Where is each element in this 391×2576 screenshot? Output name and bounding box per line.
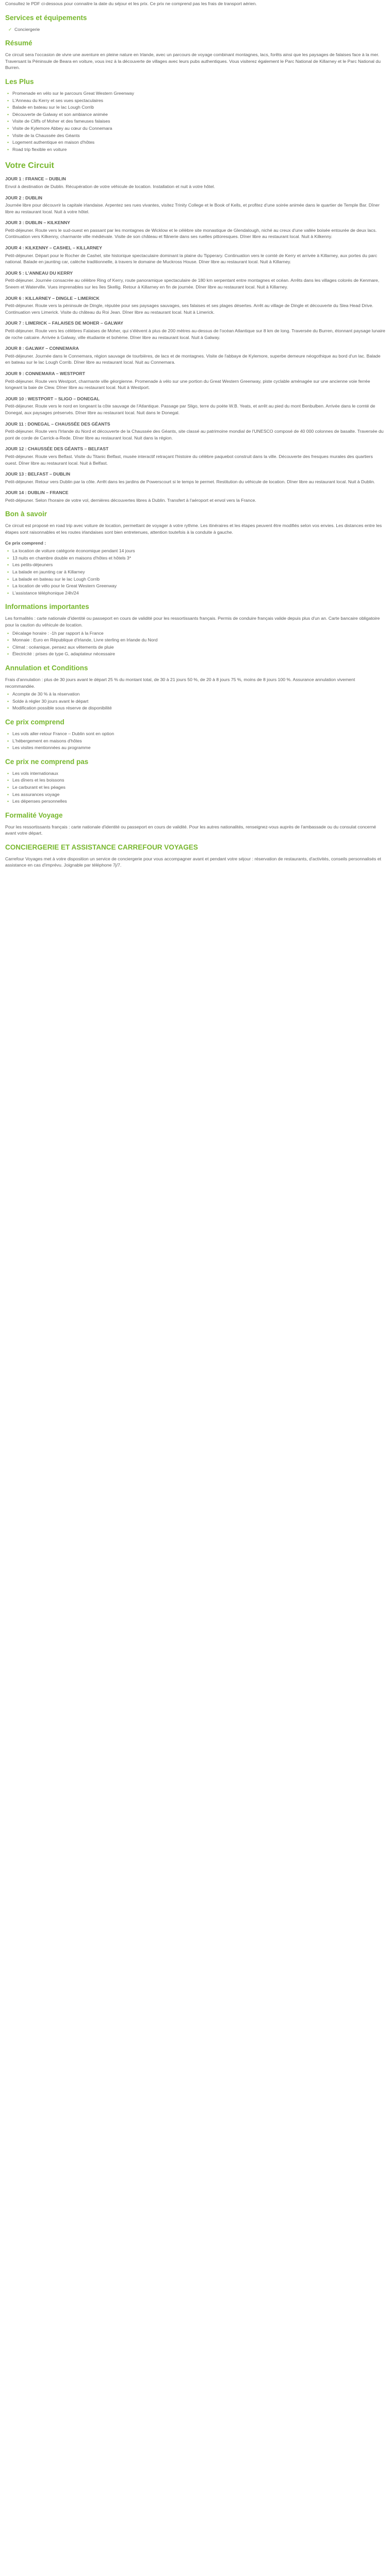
day-block <box>5 446 386 466</box>
bullet-icon: • <box>7 583 9 589</box>
plus-item: • Promenade en vélo sur le parcours Great Western Greenway <box>7 90 134 96</box>
bullet-icon: • <box>7 105 9 110</box>
bullet-icon: • <box>7 644 9 650</box>
day-title: JOUR 10 : WESTPORT – SLIGO – DONEGAL <box>5 396 100 401</box>
prix-text: Ce circuit est proposé en road trip avec voiture de location, permettant de voyager à votre rythme. Les itinéraires et les étapes peuvent être modifiés selon vos envies. Les distances entre les étapes sont raisonnables et les routes irlandaises sont bien entretenues, attention toutefois à la conduite à gauche. <box>5 523 382 535</box>
page <box>0 0 391 878</box>
day-block <box>5 270 386 291</box>
conditions-item: • Modification possible sous réserve de disponibilité <box>7 705 112 711</box>
prix-includes-label: Ce prix comprend : <box>5 540 46 546</box>
ne-comprend-item: • Le carburant et les péages <box>7 784 66 790</box>
day-block <box>5 345 386 366</box>
conditions-list <box>5 691 386 711</box>
day-text: Petit-déjeuner. Route vers Belfast. Visite du Titanic Belfast, musée interactif retraçant l'histoire du célèbre paquebot construit dans la ville. Découverte des fresques murales des quartiers ouest. Dîner libre au restaurant local. Nuit à Belfast. <box>5 453 373 466</box>
conciergerie-title: CONCIERGERIE ET ASSISTANCE CARREFOUR VOYAGES <box>5 843 198 851</box>
comprend-item: • Les visites mentionnées au programme <box>7 745 91 751</box>
day-title: JOUR 7 : LIMERICK – FALAISES DE MOHER – GALWAY <box>5 320 123 326</box>
plus-item: • L'Anneau du Kerry et ses vues spectaculaires <box>7 97 103 103</box>
bullet-icon: • <box>7 651 9 657</box>
day-text: Journée libre pour découvrir la capitale irlandaise. Arpentez ses rues vivantes, visitez Trinity College et le Book of Kells, et profitez d'une soirée animée dans le quartier de Temple Bar. Dîner libre au restaurant local. Nuit à votre hôtel. <box>5 202 380 214</box>
infos-title: Informations importantes <box>5 603 89 611</box>
bullet-icon: • <box>7 784 9 790</box>
day-block <box>5 370 386 391</box>
bullet-icon: • <box>7 132 9 138</box>
day-title: JOUR 12 : CHAUSSÉE DES GÉANTS – BELFAST <box>5 446 109 452</box>
day-block <box>5 396 386 416</box>
service-item: ✓ Conciergerie <box>8 26 40 32</box>
comprend-list <box>5 731 386 751</box>
prix-include-item: • La balade en bateau sur le lac Lough Corrib <box>7 576 100 582</box>
bullet-icon: • <box>7 770 9 776</box>
ne-comprend-item: • Les dîners et les boissons <box>7 777 64 783</box>
day-block <box>5 295 386 316</box>
infos-item: • Décalage horaire : -1h par rapport à la France <box>7 630 104 636</box>
bullet-icon: • <box>7 562 9 568</box>
bullet-icon: • <box>7 738 9 743</box>
ne-comprend-list <box>5 770 386 805</box>
prix-include-item: • La location de voiture catégorie économique pendant 14 jours <box>7 548 135 554</box>
infos-list <box>5 630 386 657</box>
itinerary-title: Votre Circuit <box>5 161 54 171</box>
day-title: JOUR 11 : DONEGAL – CHAUSSÉE DES GÉANTS <box>5 421 110 427</box>
day-block <box>5 176 386 190</box>
ne-comprend-item: • Les dépenses personnelles <box>7 799 67 804</box>
infos-item: • Climat : océanique, pensez aux vêtements de pluie <box>7 644 114 650</box>
resume-title: Résumé <box>5 39 32 47</box>
day-title: JOUR 13 : BELFAST – DUBLIN <box>5 471 70 477</box>
bullet-icon: • <box>7 731 9 736</box>
day-block <box>5 245 386 265</box>
resume-text: Ce circuit sera l'occasion de vivre une aventure en pleine nature en Irlande, avec un parcours de voyage combinant montagnes, lacs, forêts ainsi que les paysages de falaises face à la mer. Traversant la Péninsule de Beara en voiture, vous irez à la découverte de villages avec leurs pubs authentiques. Vous visiterez également le Parc National de Killarney et le Parc National du Burren. <box>5 52 381 71</box>
day-block <box>5 195 386 215</box>
day-text: Petit-déjeuner. Route vers les célèbres Falaises de Moher, qui s'élèvent à plus de 200 mètres au-dessus de l'océan Atlantique sur 8 km de long. Traversée du Burren, étonnant paysage lunaire de roche calcaire. Arrivée à Galway, ville étudiante et bohème. Dîner libre au restaurant local. Nuit à Galway. <box>5 328 385 340</box>
bullet-icon: • <box>7 590 9 596</box>
plus-item: • Visite de Cliffs of Moher et des fameuses falaises <box>7 118 110 124</box>
itinerary <box>5 176 386 503</box>
bullet-icon: • <box>7 90 9 96</box>
formalites-text: Pour les ressortissants français : carte nationale d'identité ou passeport en cours de validité. Pour les autres nationalités, renseignez-vous auprès de l'ambassade ou du consulat concerné avant votre départ. <box>5 824 377 836</box>
bullet-icon: • <box>7 630 9 636</box>
day-text: Petit-déjeuner. Départ pour le Rocher de Cashel, site historique spectaculaire dominant la plaine du Tipperary. Continuation vers le comté de Kerry et arrivée à Killarney, aux portes du parc national. Balade en jaunting car, calèche traditionnelle, à travers le domaine de Muckross House. Dîner libre au restaurant local. Nuit à Killarney. <box>5 252 378 265</box>
ne-comprend-title: Ce prix ne comprend pas <box>5 757 89 766</box>
bullet-icon: • <box>7 691 9 697</box>
ne-comprend-item: • Les assurances voyage <box>7 791 60 797</box>
formalites-title: Formalité Voyage <box>5 811 63 819</box>
day-block <box>5 471 386 485</box>
bullet-icon: • <box>7 698 9 704</box>
check-icon: ✓ <box>8 26 12 32</box>
conciergerie-text: Carrefour Voyages met à votre disposition un service de conciergerie pour vous accompagner avant et pendant votre séjour : réservation de restaurants, d'activités, conseils personnalisés et assistance en cas d'imprévu. Joignable par téléphone 7j/7. <box>5 856 381 868</box>
day-text: Petit-déjeuner. Route vers l'Irlande du Nord et découverte de la Chaussée des Géants, site classé au patrimoine mondial de l'UNESCO composé de 40 000 colonnes de basalte. Traversée du pont de corde de Carrick-a-Rede. Dîner libre au restaurant local. Nuit dans la région. <box>5 429 384 440</box>
bullet-icon: • <box>7 576 9 582</box>
services-title: Services et équipements <box>5 13 87 22</box>
infos-text: Les formalités : carte nationale d'identité ou passeport en cours de validité pour les ressortissants français. Permis de conduire français valide depuis plus d'un an. Carte bancaire obligatoire pour la caution du véhicule de location. <box>5 616 380 628</box>
bullet-icon: • <box>7 791 9 797</box>
infos-item: • Électricité : prises de type G, adaptateur nécessaire <box>7 651 115 657</box>
day-text: Petit-déjeuner. Retour vers Dublin par la côte. Arrêt dans les jardins de Powerscourt si le temps le permet. Restitution du véhicule de location. Dîner libre au restaurant local. Nuit à Dublin. <box>5 479 376 484</box>
bullet-icon: • <box>7 705 9 711</box>
day-text: Petit-déjeuner. Selon l'horaire de votre vol, dernières découvertes libres à Dublin. Transfert à l'aéroport et envol vers la France. <box>5 497 256 503</box>
comprend-item: • L'hébergement en maisons d'hôtes <box>7 738 82 743</box>
prix-includes-list <box>5 548 386 596</box>
bullet-icon: • <box>7 799 9 804</box>
bullet-icon: • <box>7 140 9 145</box>
bullet-icon: • <box>7 146 9 152</box>
prix-include-item: • Les petits-déjeuners <box>7 562 53 568</box>
conditions-title: Annulation et Conditions <box>5 664 88 672</box>
conditions-item: • Solde à régler 30 jours avant le départ <box>7 698 89 704</box>
day-text: Petit-déjeuner. Journée dans le Connemara, région sauvage de tourbières, de lacs et de montagnes. Visite de l'abbaye de Kylemore, superbe demeure néogothique au bord d'un lac. Balade en bateau sur le lac Lough Corrib. Dîner libre au restaurant local. Nuit au Connemara. <box>5 353 381 365</box>
day-title: JOUR 14 : DUBLIN – FRANCE <box>5 490 69 496</box>
day-text: Petit-déjeuner. Journée consacrée au célèbre Ring of Kerry, route panoramique spectaculaire de 180 km serpentant entre montagnes et océan. Arrêts dans les villages colorés de Kenmare, Sneem et Waterville. Vues imprenables sur les îles Skellig. Retour à Killarney en fin de journée. Dîner libre au restaurant local. Nuit à Killarney. <box>5 278 380 290</box>
prix-include-item: • 13 nuits en chambre double en maisons d'hôtes et hôtels 3* <box>7 555 132 561</box>
day-title: JOUR 2 : DUBLIN <box>5 195 42 200</box>
conditions-item: • Acompte de 30 % à la réservation <box>7 691 80 697</box>
prix-title: Bon à savoir <box>5 510 47 518</box>
bullet-icon: • <box>7 97 9 103</box>
bullet-icon: • <box>7 125 9 131</box>
day-text: Petit-déjeuner. Route vers le nord en longeant la côte sauvage de l'Atlantique. Passage par Sligo, terre du poète W.B. Yeats, et arrêt au pied du mont Benbulben. Arrivée dans le comté de Donegal, aux paysages préservés. Dîner libre au restaurant local. Nuit dans le Donegal. <box>5 403 376 415</box>
bullet-icon: • <box>7 555 9 561</box>
day-text: Petit-déjeuner. Route vers la péninsule de Dingle, réputée pour ses paysages sauvages, ses falaises et ses plages désertes. Arrêt au village de Dingle et découverte du Slea Head Drive. Continuation vers Limerick. Visite du château du Roi Jean. Dîner libre au restaurant local. Nuit à Limerick. <box>5 303 373 315</box>
day-title: JOUR 9 : CONNEMARA – WESTPORT <box>5 370 86 376</box>
bullet-icon: • <box>7 637 9 643</box>
prix-include-item: • La balade en jaunting car à Killarney <box>7 569 85 575</box>
plus-item: • Balade en bateau sur le lac Lough Corrib <box>7 105 94 110</box>
bullet-icon: • <box>7 111 9 117</box>
comprend-title: Ce prix comprend <box>5 718 64 726</box>
plus-item: • Visite de la Chaussée des Géants <box>7 132 80 138</box>
plus-item: • Road trip flexible en voiture <box>7 146 67 152</box>
conditions-text: Frais d'annulation : plus de 30 jours avant le départ 25 % du montant total, de 30 à 21 jours 50 %, de 20 à 8 jours 75 %, moins de 8 jours 100 %. Assurance annulation vivement recommandée. <box>5 676 355 689</box>
plus-item: • Logement authentique en maison d'hôtes <box>7 140 95 145</box>
bullet-icon: • <box>7 548 9 554</box>
plus-title: Les Plus <box>5 77 34 86</box>
day-title: JOUR 1 : FRANCE – DUBLIN <box>5 176 66 182</box>
prix-include-item: • La location de vélo pour le Great Western Greenway <box>7 583 117 589</box>
comprend-item: • Les vols aller-retour France – Dublin sont en option <box>7 731 115 736</box>
day-text: Petit-déjeuner. Route vers Westport, charmante ville géorgienne. Promenade à vélo sur une portion du Great Western Greenway, piste cyclable aménagée sur une ancienne voie ferrée longeant la baie de Clew. Dîner libre au restaurant local. Nuit à Westport. <box>5 378 370 391</box>
day-text: Petit-déjeuner. Route vers le sud-ouest en passant par les montagnes de Wicklow et le célèbre site monastique de Glendalough, niché au creux d'une vallée boisée entourée de deux lacs. Continuation vers Kilkenny, charmante ville médiévale. Visite de son château et flânerie dans ses ruelles pittoresques. Dîner libre au restaurant local. Nuit à Kilkenny. <box>5 227 377 240</box>
day-block <box>5 219 386 240</box>
prix-include-item: • L'assistance téléphonique 24h/24 <box>7 590 79 596</box>
day-title: JOUR 3 : DUBLIN – KILKENNY <box>5 220 70 226</box>
day-title: JOUR 4 : KILKENNY – CASHEL – KILLARNEY <box>5 245 102 251</box>
plus-list <box>5 90 386 152</box>
bullet-icon: • <box>7 745 9 751</box>
bullet-icon: • <box>7 569 9 575</box>
plus-item: • Visite de Kylemore Abbey au cœur du Connemara <box>7 125 112 131</box>
day-block <box>5 489 386 503</box>
bullet-icon: • <box>7 118 9 124</box>
day-title: JOUR 5 : L'ANNEAU DU KERRY <box>5 270 73 276</box>
day-title: JOUR 6 : KILLARNEY – DINGLE – LIMERICK <box>5 295 100 301</box>
bullet-icon: • <box>7 777 9 783</box>
day-text: Envol à destination de Dublin. Récupération de votre véhicule de location. Installation et nuit à votre hôtel. <box>5 183 215 189</box>
services-list <box>5 26 386 33</box>
day-title: JOUR 8 : GALWAY – CONNEMARA <box>5 346 79 351</box>
plus-item: • Découverte de Galway et son ambiance animée <box>7 111 108 117</box>
day-block <box>5 320 386 341</box>
intro-text: Consultez le PDF ci-dessous pour connaitre la date du séjour et les prix. Ce prix ne comprend pas les frais de transport aérien. <box>5 1 257 6</box>
infos-item: • Monnaie : Euro en République d'Irlande, Livre sterling en Irlande du Nord <box>7 637 158 643</box>
day-block <box>5 421 386 442</box>
ne-comprend-item: • Les vols internationaux <box>7 770 58 776</box>
